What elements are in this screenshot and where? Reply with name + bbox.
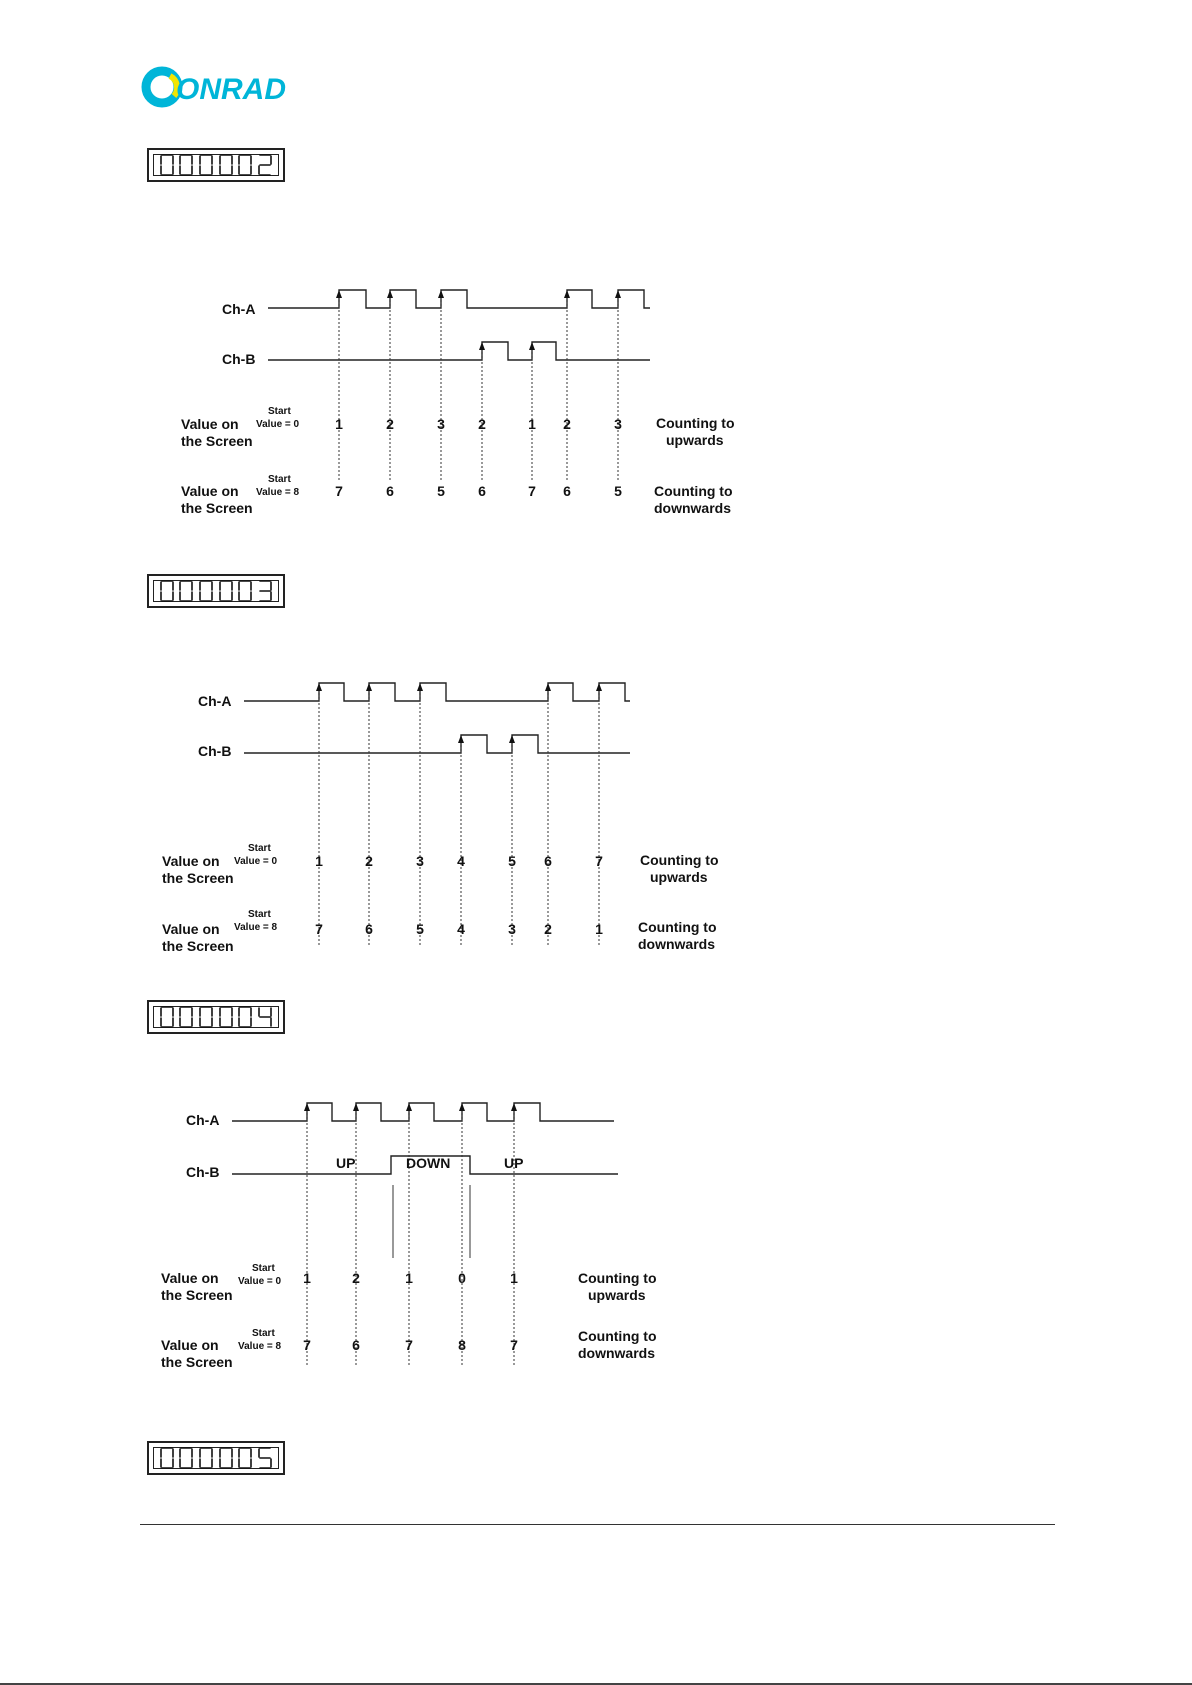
counting-note-line1: Counting to xyxy=(578,1328,657,1344)
row-label-line1: Value on xyxy=(181,483,239,499)
start-value-label: Value = 0 xyxy=(238,1276,282,1287)
start-value-label: Value = 0 xyxy=(256,419,300,430)
start-label: Start xyxy=(252,1328,275,1339)
row-label-line1: Value on xyxy=(162,853,220,869)
row-label-line2: the Screen xyxy=(181,500,253,516)
counting-note-line1: Counting to xyxy=(654,483,733,499)
counting-note-line2: downwards xyxy=(654,500,732,516)
start-label: Start xyxy=(268,474,291,485)
row-label-line2: the Screen xyxy=(161,1287,233,1303)
value-up: 1 xyxy=(405,1270,413,1286)
value-down: 7 xyxy=(405,1337,413,1353)
ch-a-label: Ch-A xyxy=(222,301,256,317)
edge-arrow-icon xyxy=(511,1103,517,1111)
value-up: 3 xyxy=(416,853,424,869)
value-up: 6 xyxy=(544,853,552,869)
value-down: 5 xyxy=(416,921,424,937)
ch-b-label: Ch-B xyxy=(186,1164,220,1180)
value-up: 1 xyxy=(528,416,536,432)
ch-b-label: Ch-B xyxy=(222,351,256,367)
segment-up-label: UP xyxy=(336,1155,356,1171)
row-label-line2: the Screen xyxy=(162,938,234,954)
start-value-label: Value = 8 xyxy=(256,487,300,498)
row-label-line2: the Screen xyxy=(162,870,234,886)
value-down: 4 xyxy=(457,921,465,937)
footer-divider xyxy=(140,1524,1055,1525)
value-down: 7 xyxy=(315,921,323,937)
value-up: 2 xyxy=(478,416,486,432)
edge-arrow-icon xyxy=(406,1103,412,1111)
counting-note-line2: downwards xyxy=(578,1345,656,1361)
row-label-line2: the Screen xyxy=(161,1354,233,1370)
ch-a-label: Ch-A xyxy=(198,693,232,709)
edge-arrow-icon xyxy=(353,1103,359,1111)
value-up: 1 xyxy=(303,1270,311,1286)
value-down: 7 xyxy=(510,1337,518,1353)
segment-up-label: UP xyxy=(504,1155,524,1171)
value-down: 3 xyxy=(508,921,516,937)
value-down: 7 xyxy=(335,483,343,499)
value-down: 2 xyxy=(544,921,552,937)
counting-note-line2: downwards xyxy=(638,936,716,952)
conrad-logo-text: ONRAD xyxy=(176,73,286,106)
value-down: 6 xyxy=(563,483,571,499)
value-down: 6 xyxy=(365,921,373,937)
ch-b-label: Ch-B xyxy=(198,743,232,759)
counting-note-line2: upwards xyxy=(666,432,724,448)
value-down: 6 xyxy=(352,1337,360,1353)
value-up: 1 xyxy=(335,416,343,432)
value-down: 1 xyxy=(595,921,603,937)
ch-a-label: Ch-A xyxy=(186,1112,220,1128)
row-label-line2: the Screen xyxy=(181,433,253,449)
value-up: 5 xyxy=(508,853,516,869)
segment-down-label: DOWN xyxy=(406,1155,451,1171)
value-up: 2 xyxy=(365,853,373,869)
row-label-line1: Value on xyxy=(181,416,239,432)
value-down: 8 xyxy=(458,1337,466,1353)
counting-note-line2: upwards xyxy=(588,1287,646,1303)
value-up: 4 xyxy=(457,853,465,869)
start-label: Start xyxy=(248,843,271,854)
start-value-label: Value = 8 xyxy=(238,1341,282,1352)
value-up: 3 xyxy=(437,416,445,432)
value-down: 7 xyxy=(528,483,536,499)
start-value-label: Value = 0 xyxy=(234,856,278,867)
row-label-line1: Value on xyxy=(161,1337,219,1353)
value-down: 7 xyxy=(303,1337,311,1353)
edge-arrow-icon xyxy=(459,1103,465,1111)
value-up: 0 xyxy=(458,1270,466,1286)
counting-note-line1: Counting to xyxy=(578,1270,657,1286)
row-label-line1: Value on xyxy=(162,921,220,937)
edge-arrow-icon xyxy=(304,1103,310,1111)
value-down: 5 xyxy=(614,483,622,499)
counting-note-line2: upwards xyxy=(650,869,708,885)
value-up: 1 xyxy=(315,853,323,869)
start-label: Start xyxy=(248,909,271,920)
value-up: 2 xyxy=(386,416,394,432)
value-up: 2 xyxy=(563,416,571,432)
ch-a-waveform xyxy=(232,1103,614,1121)
value-up: 2 xyxy=(352,1270,360,1286)
counting-note-line1: Counting to xyxy=(656,415,735,431)
value-down: 6 xyxy=(478,483,486,499)
start-label: Start xyxy=(252,1263,275,1274)
value-down: 6 xyxy=(386,483,394,499)
start-label: Start xyxy=(268,406,291,417)
row-label-line1: Value on xyxy=(161,1270,219,1286)
counting-note-line1: Counting to xyxy=(638,919,717,935)
value-up: 1 xyxy=(510,1270,518,1286)
value-up: 7 xyxy=(595,853,603,869)
start-value-label: Value = 8 xyxy=(234,922,278,933)
counting-note-line1: Counting to xyxy=(640,852,719,868)
value-up: 3 xyxy=(614,416,622,432)
value-down: 5 xyxy=(437,483,445,499)
